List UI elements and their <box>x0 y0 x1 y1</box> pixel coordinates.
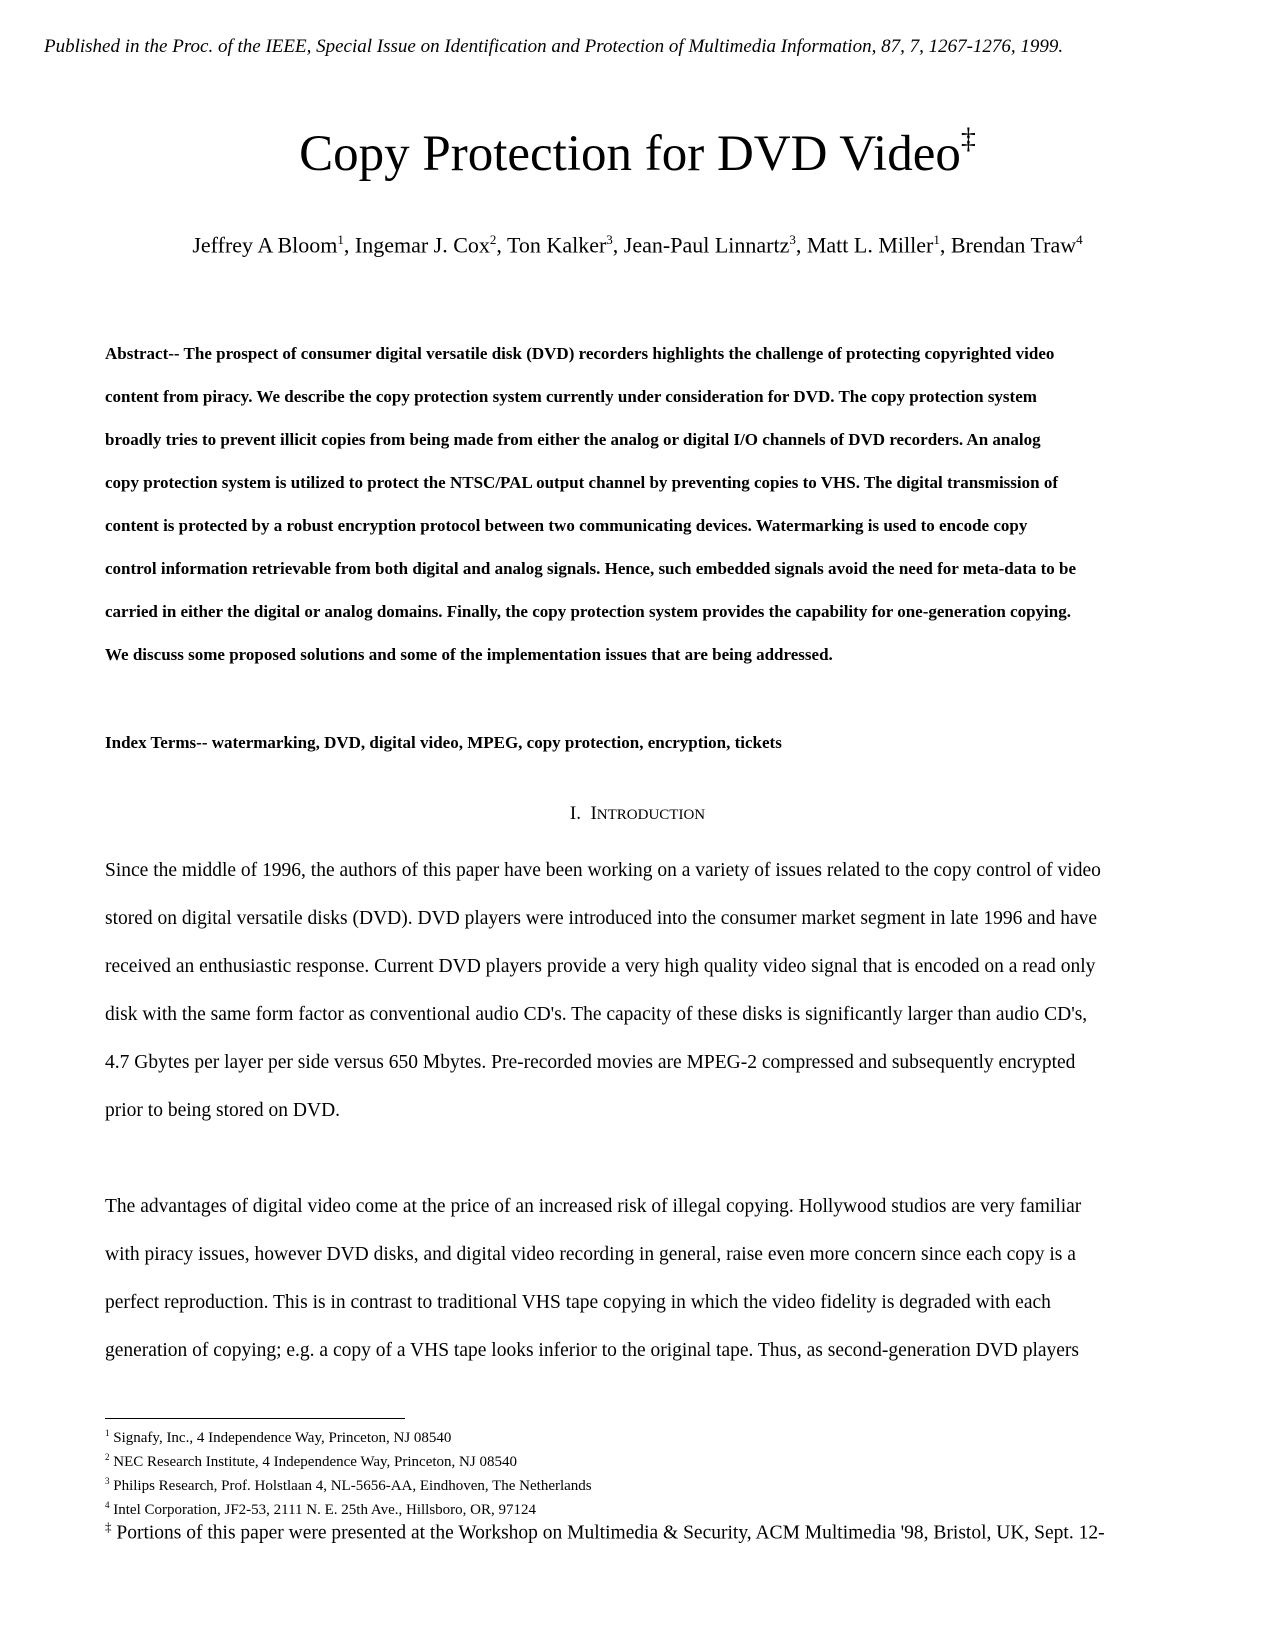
abstract-line: control information retrievable from both digital and analog signals. Hence, such embedded signals avoid the need for meta-data to be <box>105 559 1077 578</box>
abstract-line: content is protected by a robust encryption protocol between two communicating devices. Watermarking is used to encode copy <box>105 516 1028 535</box>
title-footnote-mark: ‡ <box>960 122 976 155</box>
abstract-line: copy protection system is utilized to protect the NTSC/PAL output channel by preventing copies to VHS. The digital transmission of <box>105 473 1058 492</box>
dagger-mark: ‡ <box>105 1519 112 1534</box>
body-line: 4.7 Gbytes per layer per side versus 650 Mbytes. Pre-recorded movies are MPEG-2 compressed and subsequently encrypted <box>105 1052 1076 1073</box>
footnote-mark: 1 <box>105 1428 110 1438</box>
author: Brendan Traw <box>950 232 1077 258</box>
author-affiliation-mark: 3 <box>789 232 796 247</box>
paper-title <box>0 122 1275 182</box>
body-paragraph <box>105 847 1185 1135</box>
body-line: Since the middle of 1996, the authors of this paper have been working on a variety of issues related to the copy control of video <box>105 860 1101 881</box>
author-list: Jeffrey A Bloom$^1$, Ingemar J. Cox$^2$, Ton Kalker$^3$, Jean-Paul Linnartz$^3$, Matt L. Miller$^1$, Brendan Traw$^4$ <box>192 232 1083 258</box>
abstract-line: broadly tries to prevent illicit copies from being made from either the analog or digital I/O channels of DVD recorders. An analog <box>105 430 1041 449</box>
section-heading <box>0 803 1275 825</box>
body-paragraph <box>105 1183 1185 1375</box>
author: Ton Kalker <box>507 232 607 258</box>
footnote-mark: 3 <box>105 1476 110 1486</box>
body-line: received an enthusiastic response. Current DVD players provide a very high quality video signal that is encoded on a read only <box>105 956 1096 977</box>
body-line: disk with the same form factor as conventional audio CD's. The capacity of these disks is significantly larger than audio CD's, <box>105 1004 1088 1025</box>
footnote-text: Signafy, Inc., 4 Independence Way, Princeton, NJ 08540 <box>113 1430 452 1446</box>
abstract-line: Abstract-- The prospect of consumer digital versatile disk (DVD) recorders highlights the challenge of protecting copyrighted video <box>105 344 1055 363</box>
author: Jeffrey A Bloom <box>192 232 338 258</box>
body-line: perfect reproduction. This is in contrast to traditional VHS tape copying in which the video fidelity is degraded with each <box>105 1292 1051 1313</box>
body-line: prior to being stored on DVD. <box>105 1100 341 1121</box>
footnote-text: Intel Corporation, JF2-53, 2111 N. E. 25th Ave., Hillsboro, OR, 97124 <box>113 1502 537 1518</box>
paper-title-text: Copy Protection for DVD Video <box>299 126 961 182</box>
footnote-text: Philips Research, Prof. Holstlaan 4, NL-5656-AA, Eindhoven, The Netherlands <box>113 1478 592 1494</box>
body-line: stored on digital versatile disks (DVD). DVD players were introduced into the consumer market segment in late 1996 and have <box>105 908 1098 929</box>
presentation-note-text: Portions of this paper were presented at the Workshop on Multimedia & Security, ACM Multimedia '98, Bristol, UK, Sept. 12- <box>116 1522 1105 1544</box>
abstract-line: We discuss some proposed solutions and some of the implementation issues that are being addressed. <box>105 645 833 664</box>
footnotes <box>105 1424 592 1520</box>
author-affiliation-mark: 1 <box>933 232 940 247</box>
author: Ingemar J. Cox <box>354 232 490 258</box>
section-number: I. <box>569 803 581 824</box>
body-line: generation of copying; e.g. a copy of a VHS tape looks inferior to the original tape. Thus, as second-generation DVD players <box>105 1340 1080 1361</box>
author-affiliation-mark: 2 <box>489 232 497 247</box>
author: Jean-Paul Linnartz <box>623 232 790 258</box>
abstract-line: carried in either the digital or analog domains. Finally, the copy protection system provides the capability for one-generation copying. <box>105 602 1071 621</box>
footnote-separator <box>105 1418 405 1419</box>
section-title-initial: I <box>590 803 597 824</box>
body-line: The advantages of digital video come at the price of an increased risk of illegal copying. Hollywood studios are very familiar <box>105 1196 1082 1217</box>
author: Matt L. Miller <box>806 232 934 258</box>
author-affiliation-mark: 3 <box>606 232 613 247</box>
abstract-line: content from piracy. We describe the copy protection system currently under consideration for DVD. The copy protection system <box>105 387 1037 406</box>
footnote-mark: 2 <box>105 1452 110 1462</box>
footnote-text: NEC Research Institute, 4 Independence Way, Princeton, NJ 08540 <box>113 1454 517 1470</box>
publication-note: Published in the Proc. of the IEEE, Special Issue on Identification and Protection of Multimedia Information, 87, 7, 1267-1276, 1999. <box>44 36 1064 57</box>
abstract <box>105 332 1185 676</box>
footnote <box>105 1424 592 1448</box>
index-terms: Index Terms-- watermarking, DVD, digital video, MPEG, copy protection, encryption, tickets <box>105 733 782 752</box>
footnote <box>105 1448 592 1472</box>
body-line: with piracy issues, however DVD disks, and digital video recording in general, raise even more concern since each copy is a <box>105 1244 1076 1265</box>
footnote <box>105 1496 592 1520</box>
footnote <box>105 1472 592 1496</box>
presentation-note <box>105 1519 1105 1545</box>
author-affiliation-mark: 1 <box>337 232 344 247</box>
author-affiliation-mark: 4 <box>1076 232 1083 247</box>
section-title-rest: NTRODUCTION <box>596 807 706 823</box>
footnote-mark: 4 <box>105 1500 110 1510</box>
